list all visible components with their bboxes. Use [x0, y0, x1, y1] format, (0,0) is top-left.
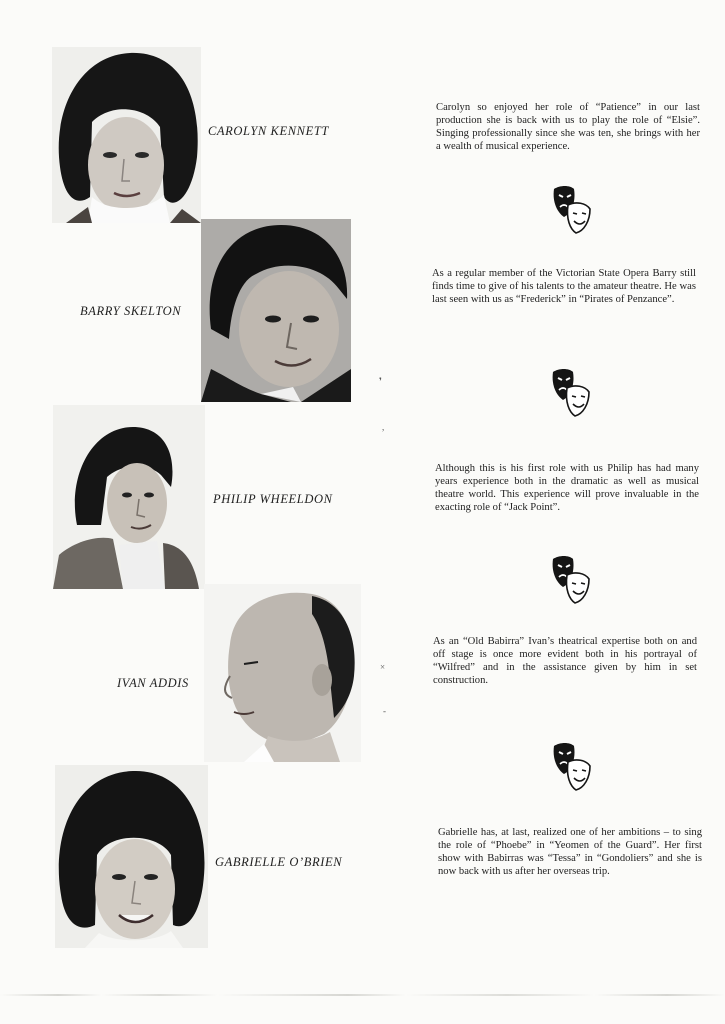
- print-speck: ,: [382, 422, 385, 432]
- member-name: BARRY SKELTON: [80, 304, 182, 318]
- print-speck: -: [383, 706, 386, 716]
- portrait-philip-wheeldon: [53, 405, 205, 589]
- member-bio: Although this is his first role with us Philip has had many years experience both in the dramatic as well as musical theatre world. This experience will prove invaluable in the exacting role of “Jack Point”.: [435, 463, 699, 514]
- portrait-carolyn-kennett: [52, 47, 201, 223]
- print-speck: ❜: [379, 376, 382, 386]
- page-edge-marks: [0, 994, 725, 996]
- member-name: IVAN ADDIS: [117, 676, 189, 690]
- theatre-masks-icon: [552, 740, 592, 792]
- member-bio: Gabrielle has, at last, realized one of her ambitions – to sing the role of “Phoebe” in “Yeomen of the Guard”. Her first show with Babirras was “Tessa” in “Gondoliers” and she is now back with us after her overseas trip.: [438, 827, 702, 878]
- member-bio: As an “Old Babirra” Ivan’s theatrical expertise both on and off stage is once more evident both in his portrayal of “Wilfred” and in the assistance given by him in set construction.: [433, 636, 697, 687]
- theatre-masks-icon: [551, 553, 591, 605]
- portrait-gabrielle-obrien: [55, 765, 208, 948]
- member-bio: As a regular member of the Victorian State Opera Barry still finds time to give of his talents to the amateur theatre. He was last seen with us as “Frederick” in “Pirates of Penzance”.: [432, 268, 696, 306]
- member-name: GABRIELLE O’BRIEN: [215, 855, 343, 869]
- member-bio: Carolyn so enjoyed her role of “Patience” in our last production she is back with us to play the role of “Elsie”. Singing professionally since she was ten, she brings with her a wealth of musical experience.: [436, 102, 700, 153]
- member-name: PHILIP WHEELDON: [213, 492, 333, 506]
- theatre-masks-icon: [552, 183, 592, 235]
- portrait-barry-skelton: [201, 219, 351, 402]
- print-speck: ×: [380, 662, 386, 672]
- theatre-masks-icon: [551, 366, 591, 418]
- member-name: CAROLYN KENNETT: [208, 124, 329, 138]
- portrait-ivan-addis: [204, 584, 361, 762]
